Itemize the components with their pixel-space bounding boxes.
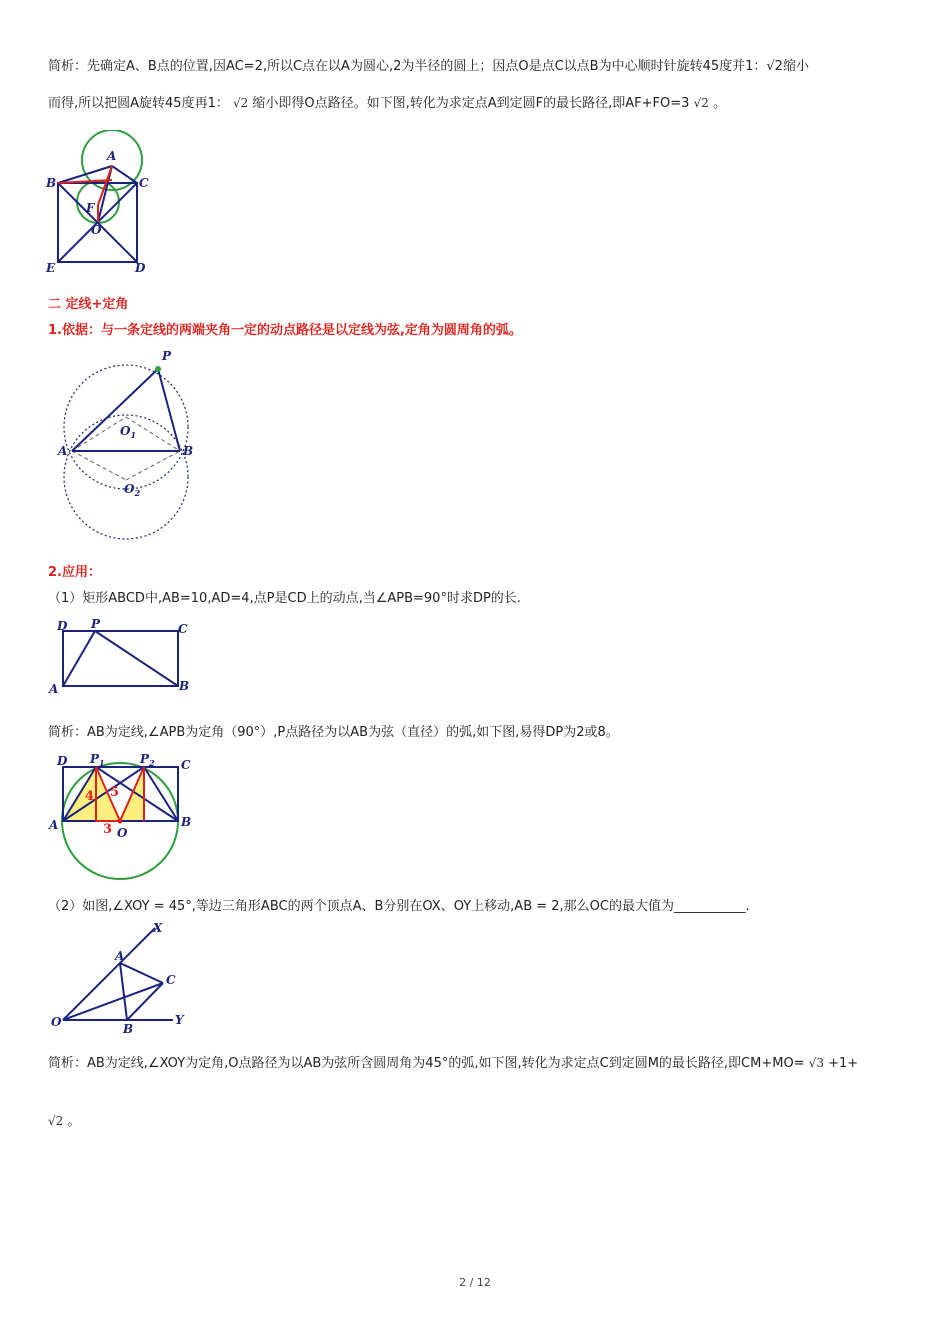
label-p2-sub: 2 — [149, 758, 155, 768]
label-p1-letter: P — [90, 752, 100, 766]
label-o2 — [124, 482, 140, 498]
question-2-analysis-part-a: 简析：AB为定线,∠XOY为定角,O点路径为以AB为弦所含圆周角为45°的弧,如下图,转化为求定点C到定圆M的最长路径,即CM+MO= — [48, 1056, 805, 1071]
question-1: （1）矩形ABCD中,AB=10,AD=4,点P是CD上的动点,当∠APB=90°时求DP的长. — [48, 591, 521, 606]
segment-ac — [112, 166, 137, 183]
label-a: A — [58, 444, 68, 458]
analysis-line-1: 简析：先确定A、B点的位置,因AC=2,所以C点在以A为圆心,2为半径的圆上；因点O是点C以点B为中心顺时针旋转45度并1：√2缩小 — [48, 59, 809, 74]
label-length-5: 5 — [110, 785, 120, 800]
label-c: C — [181, 758, 191, 772]
label-d: D — [57, 754, 68, 768]
analysis-line-2-part-b: 缩小即得O点路径。如下图,转化为求定点A到定圆F的最长路径,即AF+FO=3 — [252, 96, 690, 111]
sqrt3-symbol: √3 — [808, 1056, 824, 1070]
label-c: C — [166, 973, 176, 987]
label-x: X — [153, 921, 163, 935]
center-o — [118, 819, 123, 824]
label-p1-sub: 1 — [99, 758, 105, 768]
segment-ap — [72, 369, 158, 451]
page-number: 2 / 12 — [459, 1276, 491, 1289]
rectangle-abcd — [63, 631, 178, 686]
dashed-a-o2 — [72, 451, 126, 480]
label-d: D — [57, 619, 68, 633]
segment-pb — [158, 369, 180, 451]
label-a: A — [49, 818, 59, 832]
label-c: C — [178, 622, 188, 636]
dashed-a-o1 — [72, 417, 126, 451]
segment-p2-b — [144, 767, 178, 821]
label-b: B — [179, 679, 190, 693]
label-c: C — [139, 176, 149, 190]
figure-angle-xoy-q2 — [45, 920, 195, 1035]
label-o2-sub: 2 — [134, 488, 141, 498]
label-p: P — [91, 617, 101, 631]
figure-square-circles — [40, 130, 170, 275]
label-b: B — [181, 815, 192, 829]
dashed-o2-b — [126, 451, 180, 480]
label-b: B — [46, 176, 57, 190]
label-length-3: 3 — [103, 822, 113, 837]
label-p: P — [162, 349, 172, 363]
label-e: E — [46, 261, 56, 275]
basis-statement: 1.依据：与一条定线的两端夹角一定的动点路径是以定线为弦,定角为圆周角的弧。 — [48, 323, 522, 338]
label-o1-sub: 1 — [130, 430, 137, 440]
segment-ac — [120, 963, 163, 983]
application-heading: 2.应用： — [48, 565, 101, 580]
figure-rectangle-circle-q1 — [45, 748, 200, 883]
question-2-analysis-part-c: 。 — [67, 1114, 81, 1129]
question-2-analysis — [48, 1054, 858, 1073]
label-o1-letter: O — [120, 424, 131, 438]
label-y: Y — [175, 1013, 184, 1027]
segment-pb — [95, 631, 178, 686]
label-a: A — [115, 949, 125, 963]
label-b: B — [183, 444, 194, 458]
label-p1 — [89, 752, 105, 768]
analysis-line-2 — [48, 94, 726, 113]
question-2-analysis-part-b: +1+ — [828, 1056, 859, 1071]
segment-cb — [127, 983, 163, 1020]
label-d: D — [135, 261, 146, 275]
label-p2-letter: P — [140, 752, 150, 766]
section-heading: 二 定线+定角 — [48, 297, 129, 312]
label-b: B — [123, 1022, 134, 1035]
sqrt2-symbol: √2 — [48, 1114, 64, 1128]
question-2-analysis-cont — [48, 1112, 80, 1131]
segment-ap — [63, 631, 95, 686]
question-1-analysis: 简析：AB为定线,∠APB为定角（90°）,P点路径为以AB为弦（直径）的弧,如下图,易得DP为2或8。 — [48, 725, 619, 740]
label-p2 — [139, 752, 155, 768]
segment-oc — [63, 983, 163, 1020]
sqrt2-symbol: √2 — [232, 96, 249, 110]
label-o: O — [51, 1015, 62, 1029]
label-f: F — [86, 201, 95, 215]
segment-ab — [120, 963, 127, 1020]
label-o2-letter: O — [124, 482, 135, 496]
label-a: A — [107, 149, 117, 163]
figure-rectangle-q1 — [45, 615, 195, 695]
label-o: O — [117, 826, 128, 840]
label-o: O — [91, 223, 102, 237]
question-2: （2）如图,∠XOY = 45°,等边三角形ABC的两个顶点A、B分别在OX、OY上移动,AB = 2,那么OC的最大值为___________. — [48, 899, 750, 914]
sqrt2-symbol: √2 — [693, 96, 709, 110]
analysis-line-2-part-c: 。 — [712, 96, 726, 111]
figure-fixed-chord-circles — [50, 345, 200, 545]
analysis-line-2-part-a: 而得,所以把圆A旋转45度再1： — [48, 96, 229, 111]
label-a: A — [49, 682, 59, 695]
label-o1 — [120, 424, 136, 440]
point-p — [155, 366, 161, 372]
label-length-4: 4 — [85, 789, 95, 804]
